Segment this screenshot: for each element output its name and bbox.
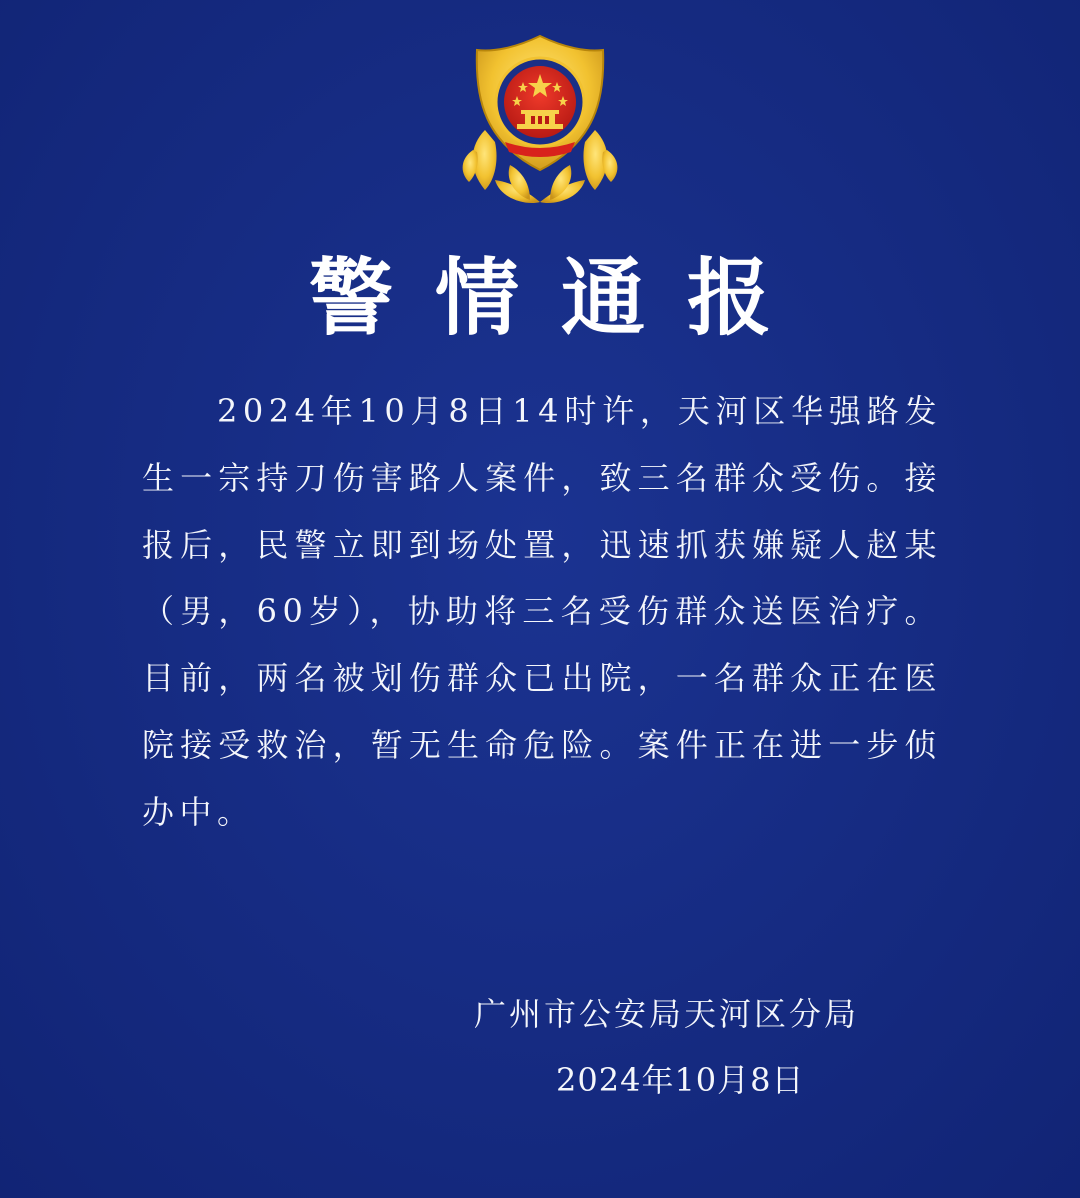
police-emblem-icon xyxy=(455,30,625,208)
page-title: 警情通报 xyxy=(308,249,813,347)
issuer-name: 广州市公安局天河区分局 xyxy=(474,995,860,1033)
notice-body: 2024年10月8日14时许，天河区华强路发生一宗持刀伤害路人案件，致三名群众受伤。接报后，民警立即到场处置，迅速抓获嫌疑人赵某（男，60岁），协助将三名受伤群众送医治疗。目前，两名被划伤群众已出院，一名群众正在医院接受救治，暂无生命危险。案件正在进一步侦办中。 xyxy=(142,392,942,831)
issue-date: 2024年10月8日 xyxy=(556,1061,805,1099)
